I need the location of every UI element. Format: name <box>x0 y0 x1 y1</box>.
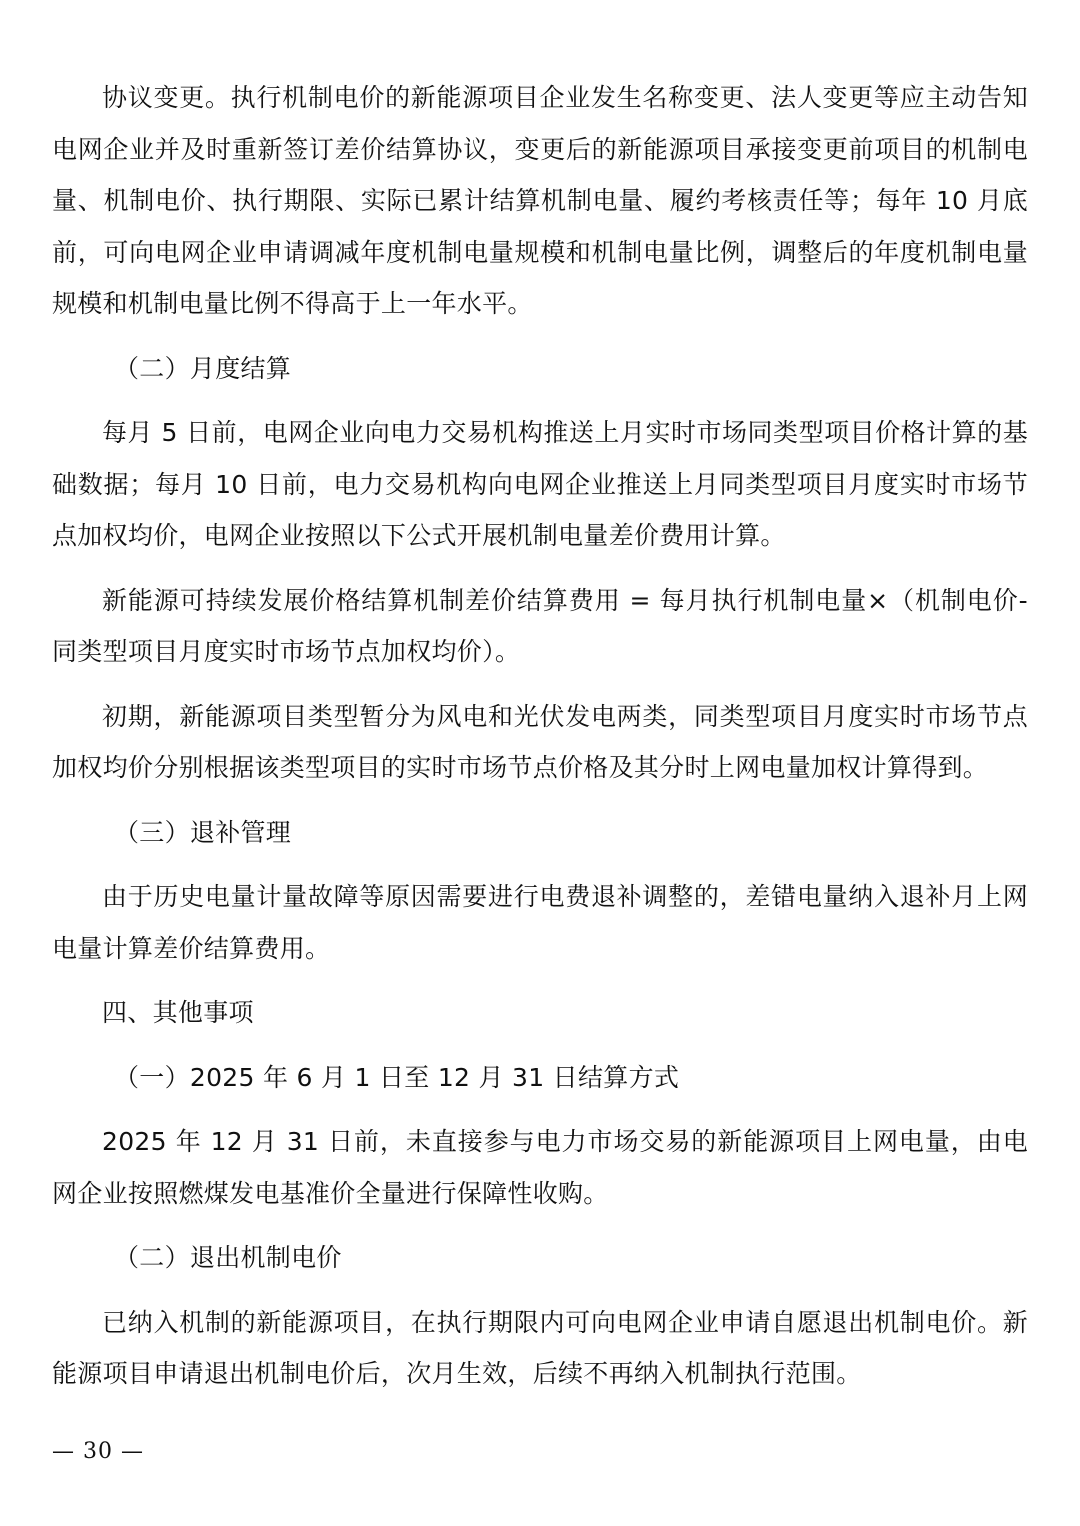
heading-other-matters: 四、其他事项 <box>102 998 254 1027</box>
paragraph-settlement-formula: 新能源可持续发展价格结算机制差价结算费用 = 每月执行机制电量×（机制电价-同类型项目月度实时市场节点加权均价）。 <box>52 585 1028 666</box>
heading-refund-management: （三）退补管理 <box>114 817 292 847</box>
heading-exit-mechanism: （二）退出机制电价 <box>114 1243 342 1272</box>
paragraph-refund-management: 由于历史电量计量故障等原因需要进行电费退补调整的，差错电量纳入退补月上网电量计算差价结算费用。 <box>52 882 1028 963</box>
paragraph-project-types: 初期，新能源项目类型暂分为风电和光伏发电两类，同类型项目月度实时市场节点加权均价分别根据该类型项目的实时市场节点价格及其分时上网电量加权计算得到。 <box>52 701 1028 782</box>
heading-settlement-method-2025: （一）2025 年 6 月 1 日至 12 月 31 日结算方式 <box>114 1062 680 1092</box>
heading-monthly-settlement: （二）月度结算 <box>114 353 292 383</box>
paragraph-agreement-change: 协议变更。执行机制电价的新能源项目企业发生名称变更、法人变更等应主动告知电网企业并及时重新签订差价结算协议，变更后的新能源项目承接变更前项目的机制电量、机制电价、执行期限、实际已累计结算机制电量、履约考核责任等；每年 10 月底前，可向电网企业申请调减年度机制电量规模和机制电量比例，调整后的年度机制电量规模和机制电量比例不得高于上一年水平。 <box>52 83 1028 318</box>
paragraph-monthly-settlement: 每月 5 日前，电网企业向电力交易机构推送上月实时市场同类型项目价格计算的基础数据；每月 10 日前，电力交易机构向电网企业推送上月同类型项目月度实时市场节点加权均价，电网企业按照以下公式开展机制电量差价费用计算。 <box>52 418 1028 550</box>
paragraph-exit-mechanism: 已纳入机制的新能源项目，在执行期限内可向电网企业申请自愿退出机制电价。新能源项目申请退出机制电价后，次月生效，后续不再纳入机制执行范围。 <box>52 1307 1028 1388</box>
paragraph-guaranteed-purchase: 2025 年 12 月 31 日前，未直接参与电力市场交易的新能源项目上网电量，由电网企业按照燃煤发电基准价全量进行保障性收购。 <box>52 1127 1028 1208</box>
page-number: — 30 — <box>52 1439 144 1464</box>
document-page <box>52 72 1028 1400</box>
